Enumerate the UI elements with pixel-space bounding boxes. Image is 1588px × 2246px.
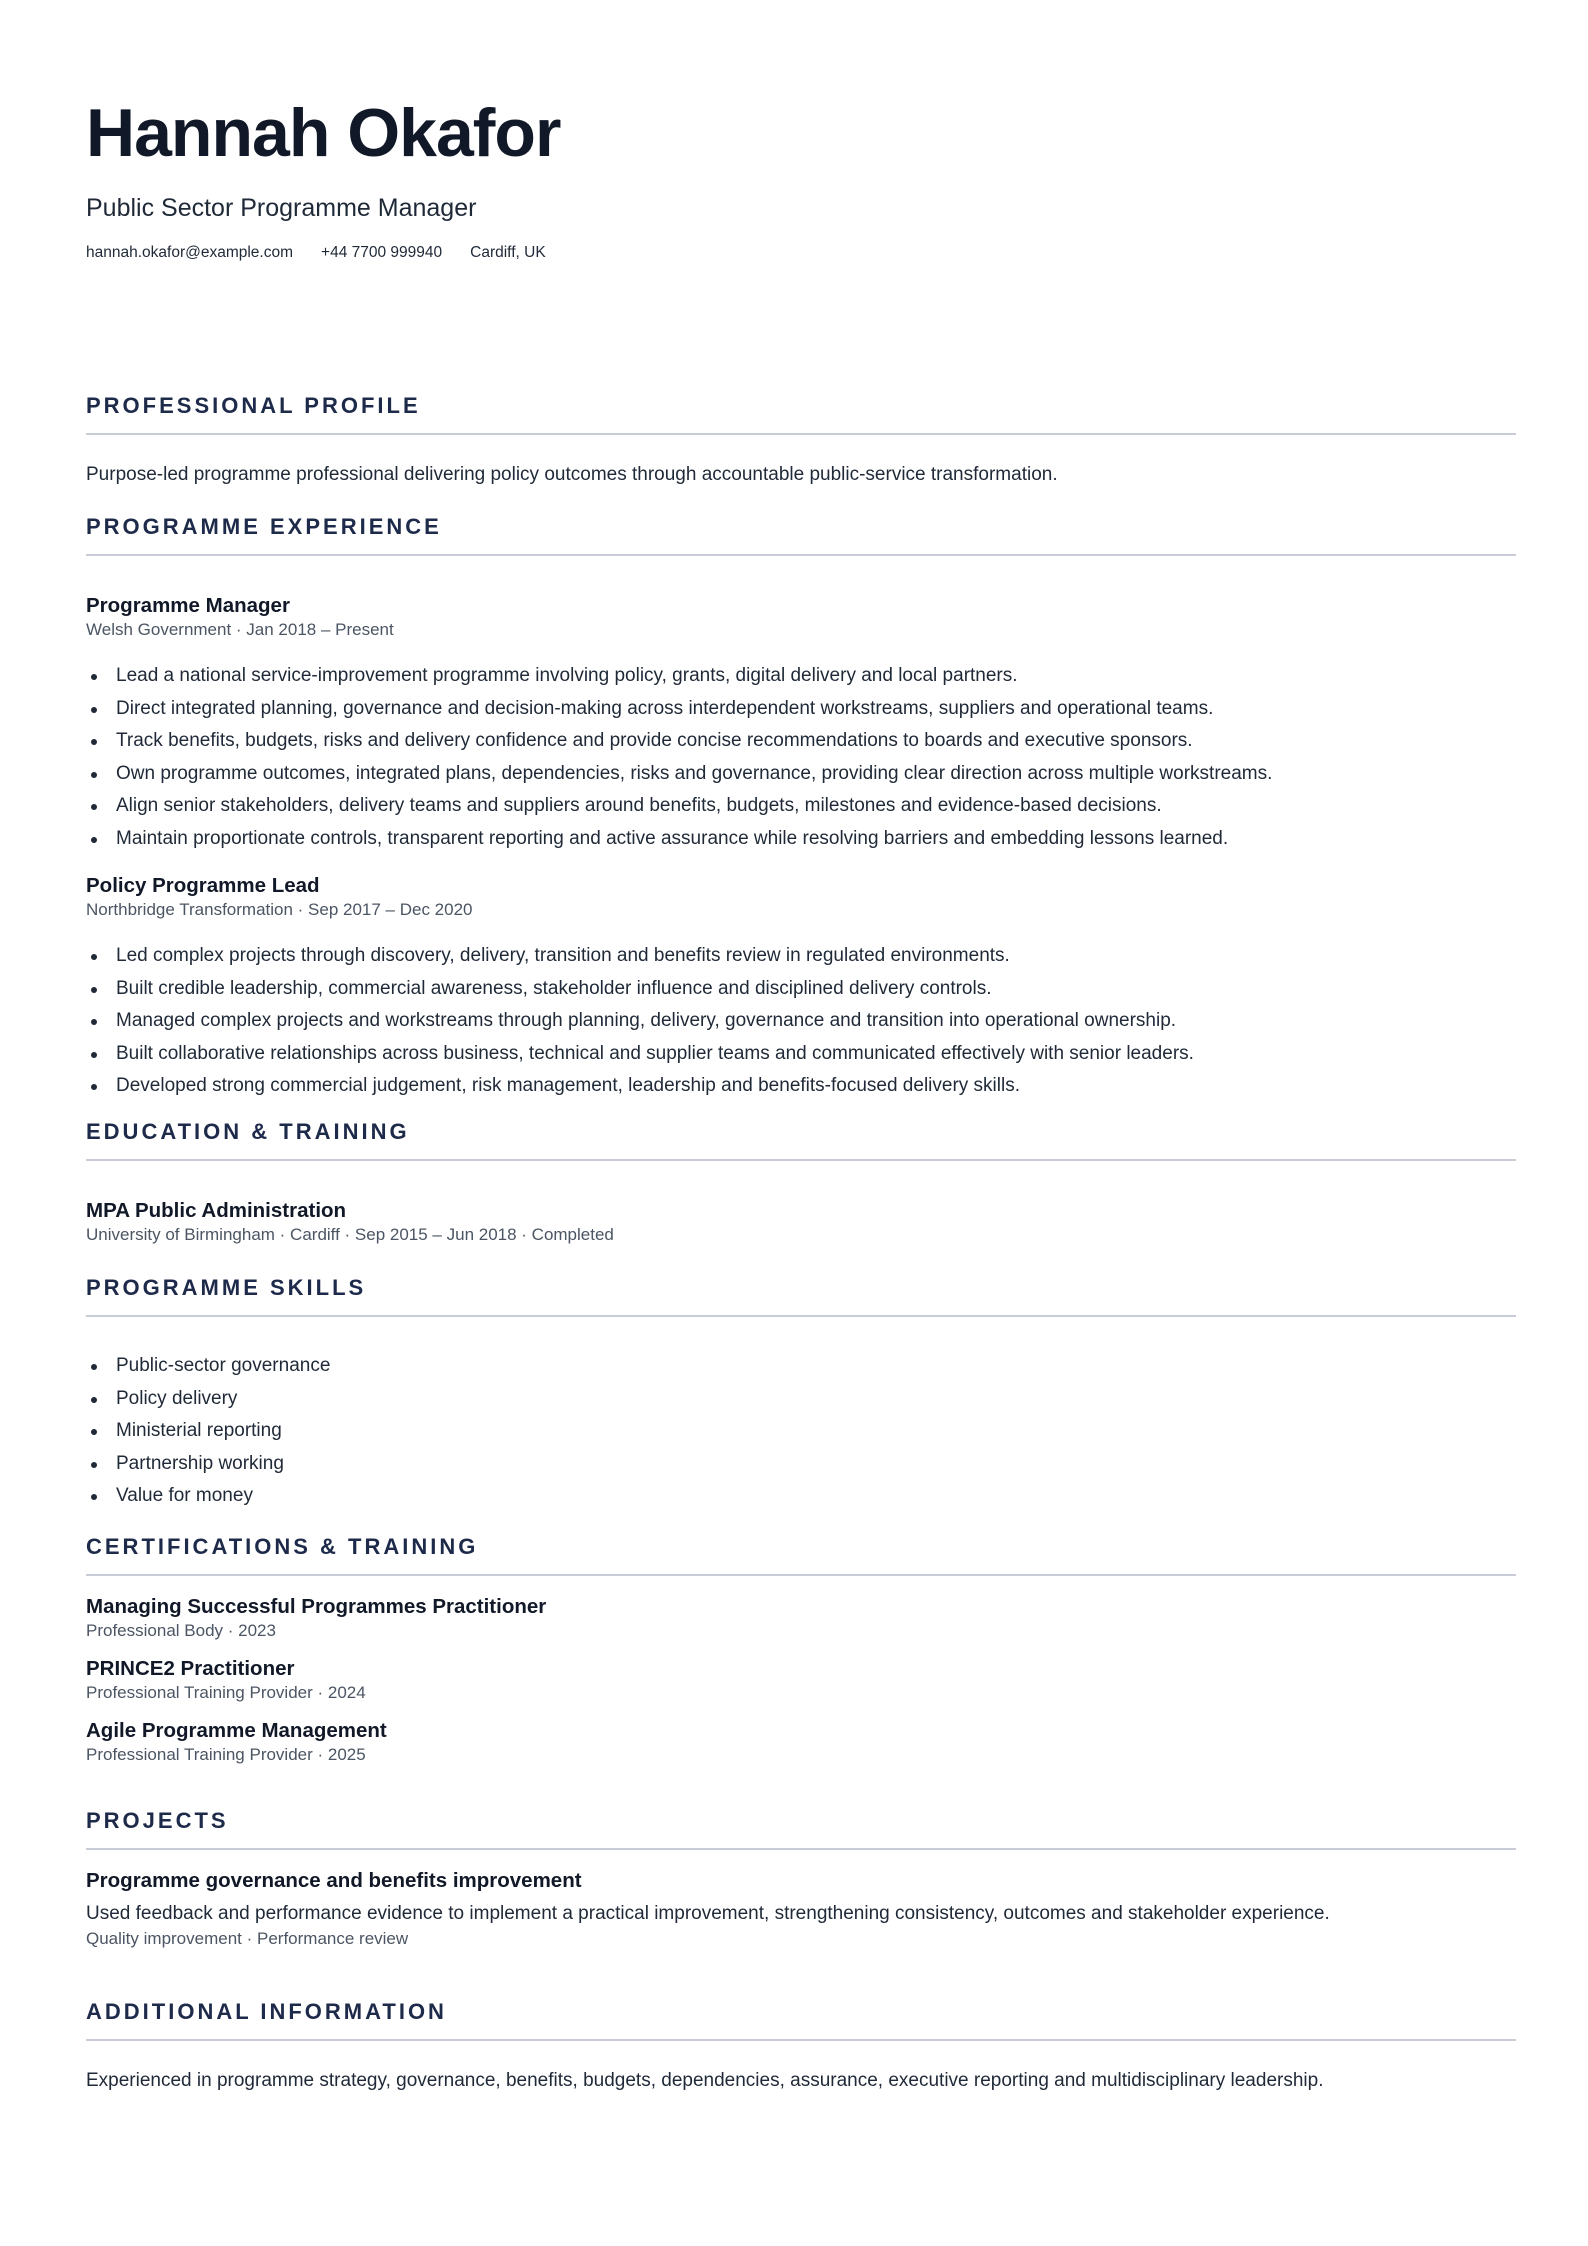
- section-education: [86, 1117, 1516, 1246]
- section-heading: PROJECTS: [86, 1808, 229, 1833]
- education-entry: [86, 1198, 1516, 1246]
- skill-item: Public-sector governance: [86, 1350, 1516, 1383]
- certification-entry: [86, 1718, 1516, 1766]
- skills-list: [86, 1350, 1516, 1513]
- project-description: Used feedback and performance evidence to implement a practical improvement, strengthening consistency, outcomes and stakeholder experience.: [86, 1903, 1330, 1924]
- contact-location: Cardiff, UK: [470, 244, 546, 261]
- skill-item: Policy delivery: [86, 1383, 1516, 1416]
- job-meta: Welsh Government · Jan 2018 – Present: [86, 620, 394, 639]
- bullet-item: Direct integrated planning, governance and decision-making across interdependent workstreams, suppliers and operational teams.: [86, 693, 1516, 726]
- certification-title: Managing Successful Programmes Practitioner: [86, 1595, 547, 1618]
- certification-meta: Professional Training Provider · 2025: [86, 1745, 366, 1764]
- bullet-item: Built credible leadership, commercial awareness, stakeholder influence and disciplined delivery controls.: [86, 973, 1516, 1006]
- section-divider: [86, 1574, 1516, 1576]
- section-divider: [86, 2039, 1516, 2041]
- section-heading: ADDITIONAL INFORMATION: [86, 1999, 447, 2024]
- skill-item: Ministerial reporting: [86, 1415, 1516, 1448]
- section-heading: PROGRAMME EXPERIENCE: [86, 514, 442, 539]
- resume-header: [86, 92, 1516, 262]
- bullet-item: Track benefits, budgets, risks and delivery confidence and provide concise recommendations to boards and executive sponsors.: [86, 725, 1516, 758]
- job-bullets: [86, 660, 1516, 855]
- certification-title: Agile Programme Management: [86, 1719, 387, 1742]
- section-heading: CERTIFICATIONS & TRAINING: [86, 1534, 479, 1559]
- bullet-item: Own programme outcomes, integrated plans, dependencies, risks and governance, providing clear direction across multiple workstreams.: [86, 758, 1516, 791]
- section-divider: [86, 1315, 1516, 1317]
- project-entry: [86, 1868, 1516, 1950]
- contact-line: [86, 244, 1516, 262]
- job-entry: [86, 593, 1516, 855]
- education-title: MPA Public Administration: [86, 1199, 347, 1222]
- certification-entry: [86, 1656, 1516, 1704]
- section-experience: [86, 512, 1516, 1103]
- section-divider: [86, 433, 1516, 435]
- bullet-item: Lead a national service-improvement programme involving policy, grants, digital delivery and local partners.: [86, 660, 1516, 693]
- contact-phone[interactable]: +44 7700 999940: [321, 244, 443, 261]
- section-certifications: [86, 1532, 1516, 1766]
- bullet-item: Maintain proportionate controls, transparent reporting and active assurance while resolving barriers and embedding lessons learned.: [86, 823, 1516, 856]
- certification-title: PRINCE2 Practitioner: [86, 1657, 295, 1680]
- bullet-item: Built collaborative relationships across business, technical and supplier teams and communicated effectively with senior leaders.: [86, 1038, 1516, 1071]
- section-divider: [86, 1848, 1516, 1850]
- certification-meta: Professional Training Provider · 2024: [86, 1683, 366, 1702]
- section-skills: [86, 1273, 1516, 1513]
- section-additional: [86, 1997, 1516, 2095]
- bullet-item: Managed complex projects and workstreams through planning, delivery, governance and transition into operational ownership.: [86, 1005, 1516, 1038]
- education-meta: University of Birmingham · Cardiff · Sep 2015 – Jun 2018 · Completed: [86, 1225, 614, 1244]
- candidate-name: Hannah Okafor: [86, 95, 561, 171]
- certification-meta: Professional Body · 2023: [86, 1621, 276, 1640]
- job-title: Policy Programme Lead: [86, 874, 320, 897]
- bullet-item: Align senior stakeholders, delivery teams and suppliers around benefits, budgets, milestones and evidence-based decisions.: [86, 790, 1516, 823]
- section-divider: [86, 1159, 1516, 1161]
- skill-item: Value for money: [86, 1480, 1516, 1513]
- additional-text: Experienced in programme strategy, governance, benefits, budgets, dependencies, assurance, executive reporting and multidisciplinary leadership.: [86, 2070, 1324, 2091]
- job-entry: [86, 873, 1516, 1103]
- job-title: Programme Manager: [86, 594, 290, 617]
- certification-entry: [86, 1594, 1516, 1642]
- contact-email[interactable]: hannah.okafor@example.com: [86, 244, 294, 261]
- job-meta: Northbridge Transformation · Sep 2017 – Dec 2020: [86, 900, 473, 919]
- skill-item: Partnership working: [86, 1448, 1516, 1481]
- candidate-title: Public Sector Programme Manager: [86, 194, 477, 222]
- project-title: Programme governance and benefits improvement: [86, 1869, 582, 1892]
- section-profile: [86, 391, 1516, 489]
- section-heading: PROGRAMME SKILLS: [86, 1275, 367, 1300]
- section-heading: EDUCATION & TRAINING: [86, 1119, 410, 1144]
- section-divider: [86, 554, 1516, 556]
- bullet-item: Developed strong commercial judgement, risk management, leadership and benefits-focused delivery skills.: [86, 1070, 1516, 1103]
- bullet-item: Led complex projects through discovery, delivery, transition and benefits review in regulated environments.: [86, 940, 1516, 973]
- project-tags: Quality improvement · Performance review: [86, 1929, 409, 1948]
- job-bullets: [86, 940, 1516, 1103]
- section-heading: PROFESSIONAL PROFILE: [86, 393, 421, 418]
- profile-text: Purpose-led programme professional delivering policy outcomes through accountable public-service transformation.: [86, 464, 1058, 485]
- section-projects: [86, 1806, 1516, 1950]
